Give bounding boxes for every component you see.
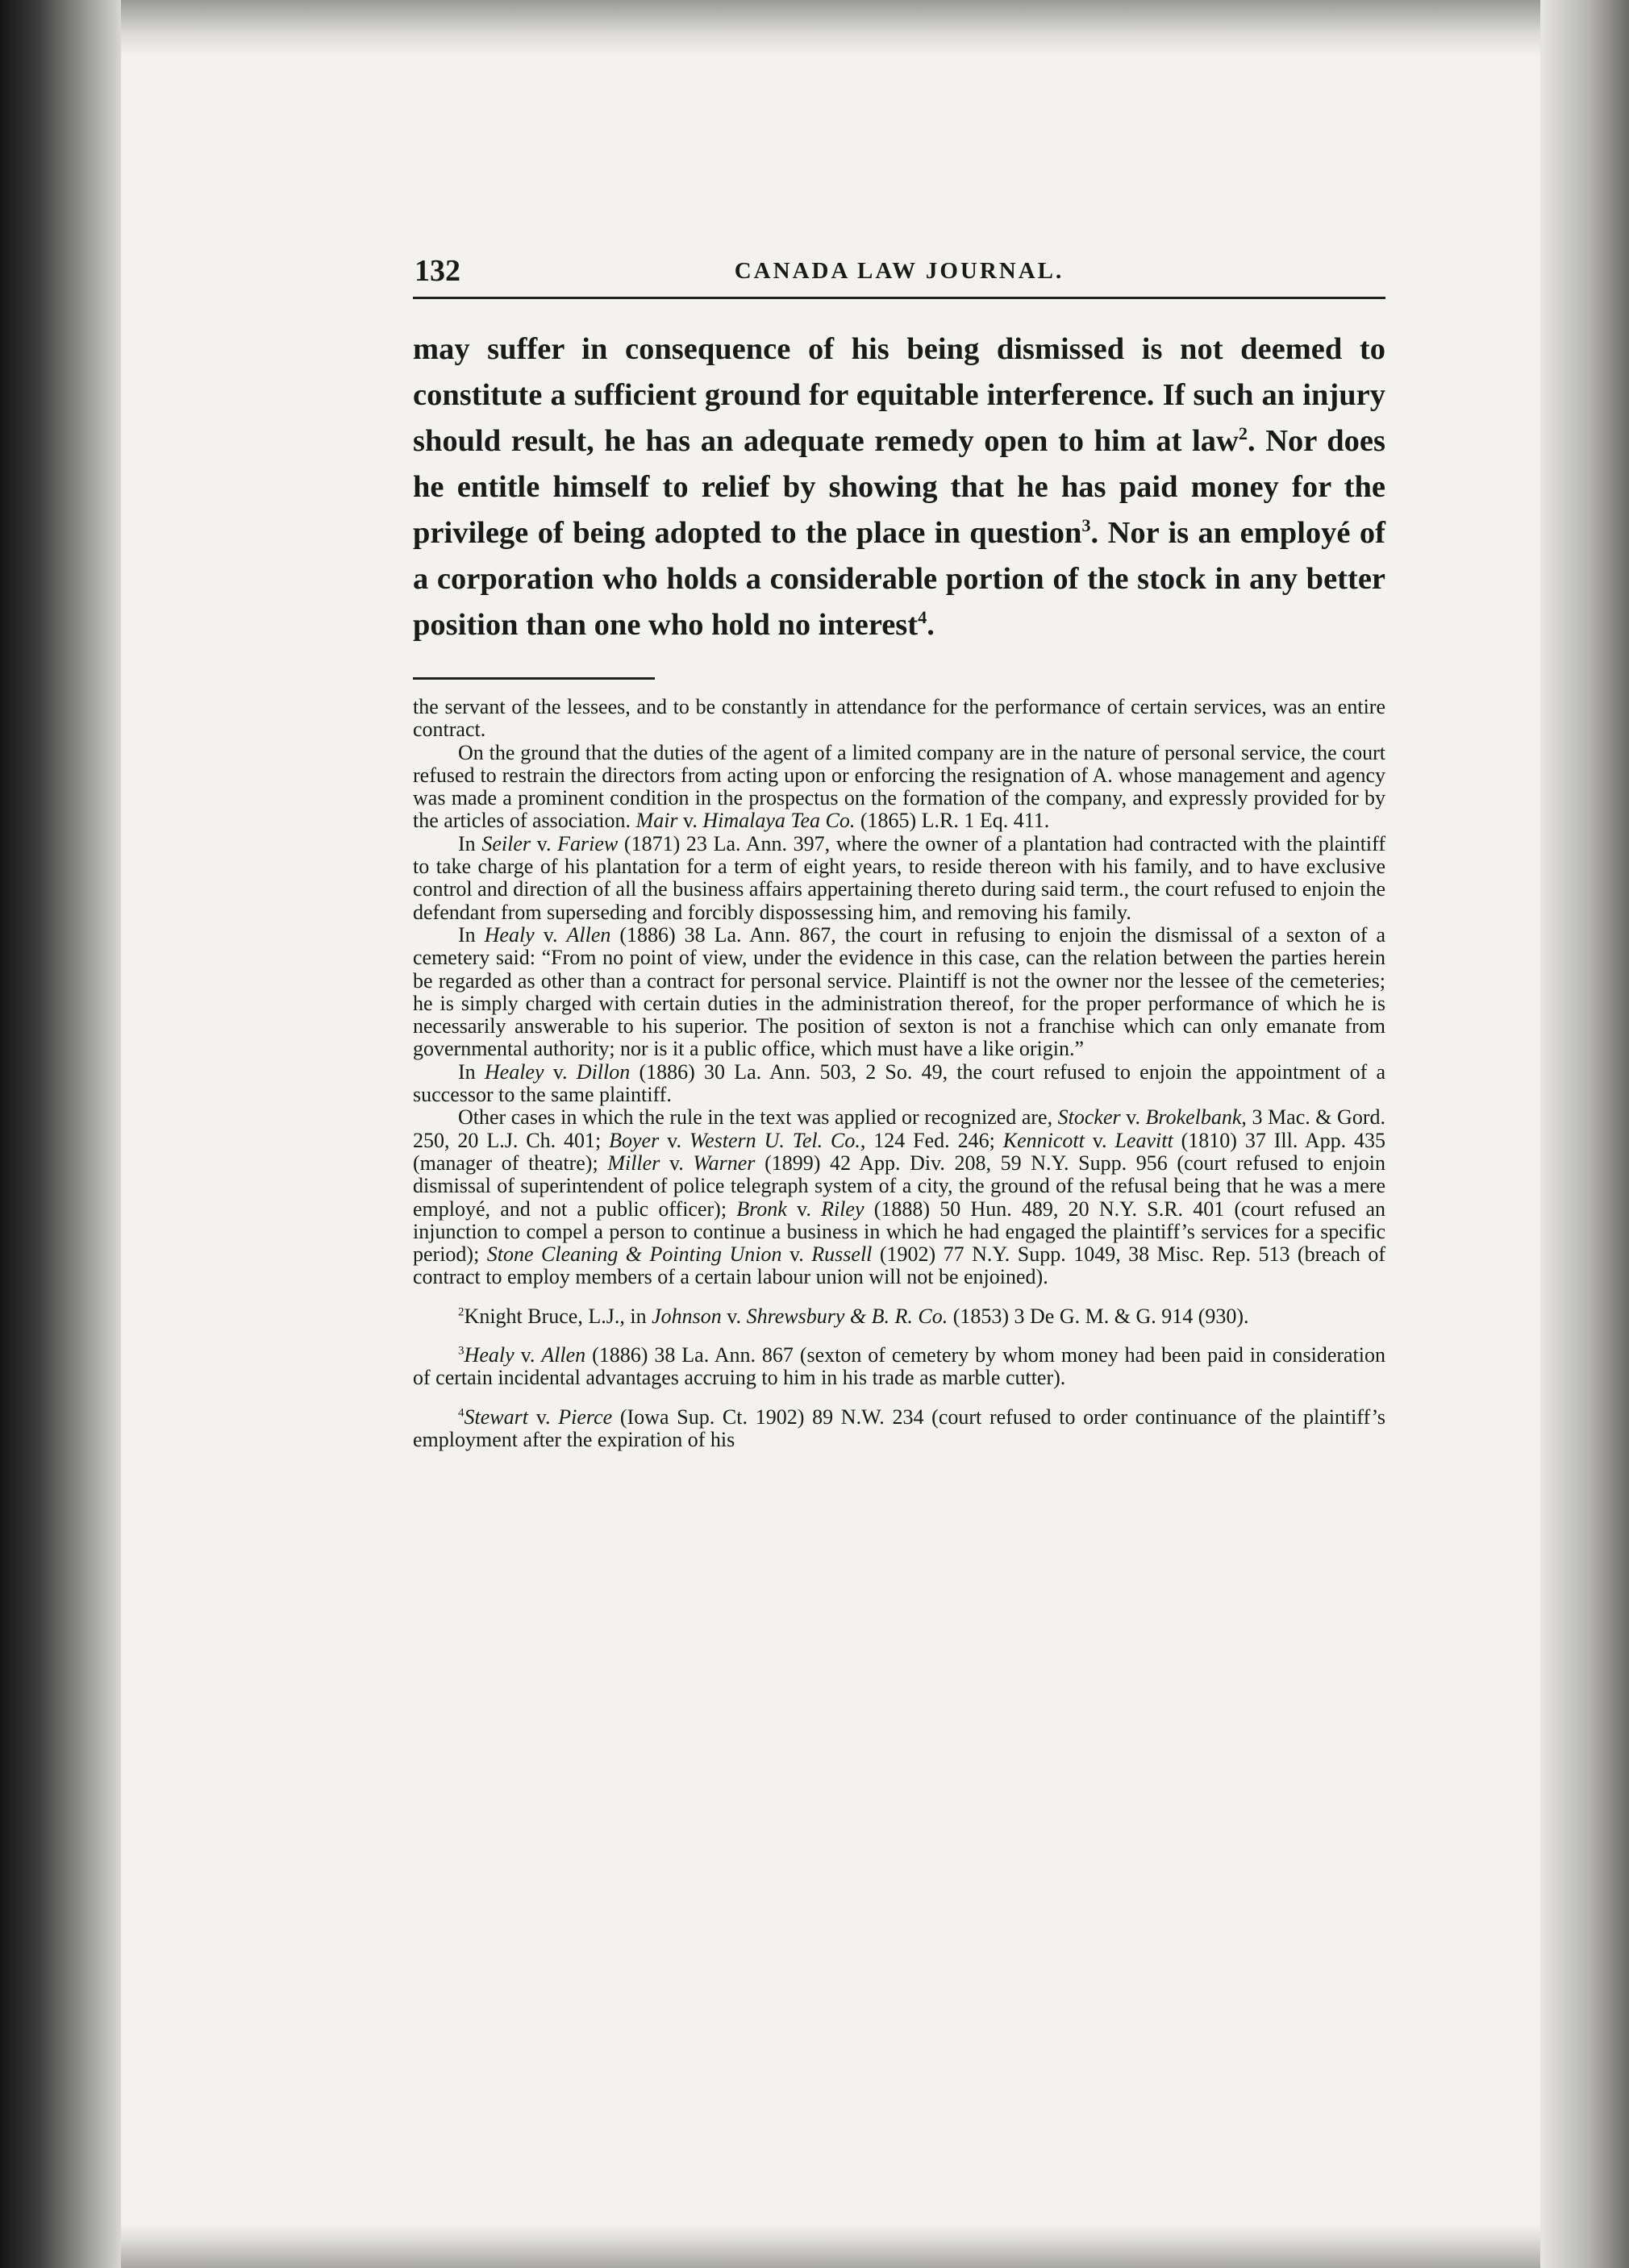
footnote-text: v. <box>514 1343 542 1367</box>
footnote-text: v. <box>786 1196 822 1221</box>
footnote-text: (1810) 37 Ill. App. 435 (manager of theatre); <box>413 1128 1386 1175</box>
footnote-text: (1886) 38 La. Ann. 867 (sexton of cemetery by whom money had been paid in consideration of certain incidental advantages accruing to him in his trade as marble cutter). <box>413 1343 1386 1390</box>
body-segment: may suffer in consequence of his being dismissed is not deemed to constitute a sufficient ground for equitable interference. If such an injury should result, he has an adequate remedy open to him at law <box>413 332 1385 458</box>
footnote-text: In <box>458 922 485 947</box>
case-name: Allen <box>541 1343 586 1367</box>
footnote-text: v. <box>721 1304 747 1328</box>
case-name: Healy <box>464 1343 515 1367</box>
case-name: Himalaya Tea Co. <box>702 809 856 833</box>
footnote-text: (1888) 50 Hun. 489, 20 N.Y. S.R. 401 (court refused an injunction to compel a person to continue a business in which he had engaged the plaintiff’s services for a specific period); <box>413 1196 1386 1267</box>
footnote-text: In <box>458 831 482 855</box>
footnote-text: (Iowa Sup. Ct. 1902) 89 N.W. 234 (court refused to order continuance of the plaintiff’s employment after the expiration of his <box>413 1404 1386 1451</box>
footnote-text: v. <box>781 1242 812 1267</box>
case-name: Bronk <box>736 1196 787 1221</box>
journal-title: CANADA LAW JOURNAL. <box>734 258 1064 284</box>
case-name: Mair <box>635 809 678 833</box>
case-name: Shrewsbury & B. R. Co. <box>746 1304 948 1328</box>
footnote-text: (1871) 23 La. Ann. 397, where the owner of a plantation had contracted with the plaintiff to take charge of his plantation for a term of eight years, to reside thereon with his family, and to have exclusive control and direction of all the business affairs appertaining thereto during said term., the court refused to enjoin the defendant from superseding and forcibly dispossessing him, and removing his family. <box>413 831 1385 924</box>
case-name: Stone Cleaning & Pointing Union <box>486 1242 782 1267</box>
case-name: Pierce <box>558 1404 613 1429</box>
footnote-text: (1853) 3 De G. M. & G. 914 (930). <box>948 1304 1249 1328</box>
case-name: Stocker <box>1057 1105 1121 1130</box>
footnote-paragraph <box>413 742 1385 833</box>
footnote-text: (1886) 38 La. Ann. 867, the court in refusing to enjoin the dismissal of a sexton of a cemetery said: “From no point of view, under the evidence in this case, can the relation between the parties herein be regarded as other than a contract for personal service. Plaintiff is not the owner nor the lessee of the cemeteries; he is simply charged with certain duties in the administration thereof, for the proper performance of which he is necessarily answerable to his superior. The position of sexton is not a franchise which can only emanate from governmental authority; nor is it a public office, which must have a like origin.” <box>413 922 1385 1061</box>
page-edge-right <box>1540 0 1629 2268</box>
footnote-text: v. <box>659 1128 690 1152</box>
footnote-paragraph <box>413 1344 1385 1390</box>
case-name: Kennicott <box>1002 1128 1085 1152</box>
case-name: Russell <box>811 1242 873 1267</box>
footnote-text: v. <box>1120 1105 1146 1130</box>
case-name: Johnson <box>652 1304 722 1328</box>
footnote-text: , 3 Mac. & Gord. 250, 20 L.J. Ch. 401; <box>413 1105 1385 1152</box>
footnote-text: v. <box>528 1404 559 1429</box>
footnote-paragraph <box>413 696 1385 742</box>
case-name: Stewart <box>464 1404 528 1429</box>
footnote-text: v. <box>530 831 558 855</box>
case-name: Brokelbank <box>1145 1105 1242 1130</box>
page-edge-bottom <box>121 2224 1540 2268</box>
footnote-text: v. <box>1084 1128 1115 1152</box>
footnote-paragraph <box>413 1106 1385 1288</box>
footnote-text: v. <box>677 809 703 833</box>
footnote-paragraph <box>413 1305 1385 1328</box>
footnote-paragraph <box>413 924 1385 1061</box>
footnote-paragraph <box>413 1061 1385 1107</box>
footnote-text: v. <box>544 1059 577 1084</box>
footnote-marker: 3 <box>458 1344 465 1358</box>
case-name: Western U. Tel. Co. <box>689 1128 860 1152</box>
footnote-marker: 2 <box>458 1305 465 1319</box>
footnote-text: On the ground that the duties of the agent of a limited company are in the nature of personal service, the court refused to restrain the directors from acting upon or enforcing the resignation of A. whose management and agency was made a prominent condition in the prospectus on the formation of the company, and expressly provided for by the articles of association. <box>413 740 1385 833</box>
case-name: Seiler <box>481 831 531 855</box>
case-name: Dillon <box>576 1059 631 1084</box>
case-name: Healey <box>484 1059 544 1084</box>
page-number: 132 <box>415 254 460 288</box>
footnote-text: v. <box>534 922 567 947</box>
footnote-text: the servant of the lessees, and to be constantly in attendance for the performance of certain services, was an entire contract. <box>413 695 1385 742</box>
footnote-text: (1865) L.R. 1 Eq. 411. <box>855 809 1050 833</box>
page-edge-top <box>121 0 1540 56</box>
footnote-text: v. <box>660 1151 694 1175</box>
body-segment: . <box>927 608 935 642</box>
footnote-text: (1899) 42 App. Div. 208, 59 N.Y. Supp. 956 (court refused to enjoin dismissal of superintendent of police telegraph system of a city, the ground of the refusal being that he was a mere employé, and not a public officer); <box>413 1151 1385 1221</box>
case-name: Fariew <box>557 831 619 855</box>
footnote-text: (1886) 30 La. Ann. 503, 2 So. 49, the court refused to enjoin the appointment of a successor to the same plaintiff. <box>413 1059 1386 1107</box>
footnote-ref-4: 4 <box>918 607 927 628</box>
footnote-text: Other cases in which the rule in the text was applied or recognized are, <box>458 1105 1058 1130</box>
footnote-ref-3: 3 <box>1081 515 1091 536</box>
footnote-text: (1902) 77 N.Y. Supp. 1049, 38 Misc. Rep. 513 (breach of contract to employ members of a certain labour union will not be enjoined). <box>413 1242 1385 1289</box>
footnote-paragraph <box>413 833 1385 924</box>
footnote-ref-2: 2 <box>1238 423 1248 444</box>
running-head <box>413 250 1385 299</box>
page-content <box>413 250 1385 1451</box>
case-name: Allen <box>566 922 611 947</box>
footnote-text: , 124 Fed. 246; <box>860 1128 1003 1152</box>
body-segment: . Nor is an employé of a corporation who holds a considerable portion of the stock in any better position than one who hold no interest <box>413 516 1385 642</box>
case-name: Healy <box>484 922 535 947</box>
binding-shadow-left <box>0 0 121 2268</box>
footnote-paragraph <box>413 1406 1385 1452</box>
case-name: Boyer <box>609 1128 660 1152</box>
case-name: Leavitt <box>1114 1128 1173 1152</box>
body-paragraph <box>413 327 1385 648</box>
case-name: Riley <box>821 1196 864 1221</box>
footnote-text: In <box>458 1059 485 1084</box>
footnote-marker: 4 <box>458 1405 465 1419</box>
case-name: Miller <box>607 1151 660 1175</box>
footnote-text: Knight Bruce, L.J., in <box>464 1304 652 1328</box>
footnote-rule <box>413 677 655 680</box>
body-segment: . Nor does he entitle himself to relief by showing that he has paid money for the privilege of being adopted to the place in question <box>413 424 1385 550</box>
case-name: Warner <box>693 1151 756 1175</box>
footnotes <box>413 696 1385 1451</box>
